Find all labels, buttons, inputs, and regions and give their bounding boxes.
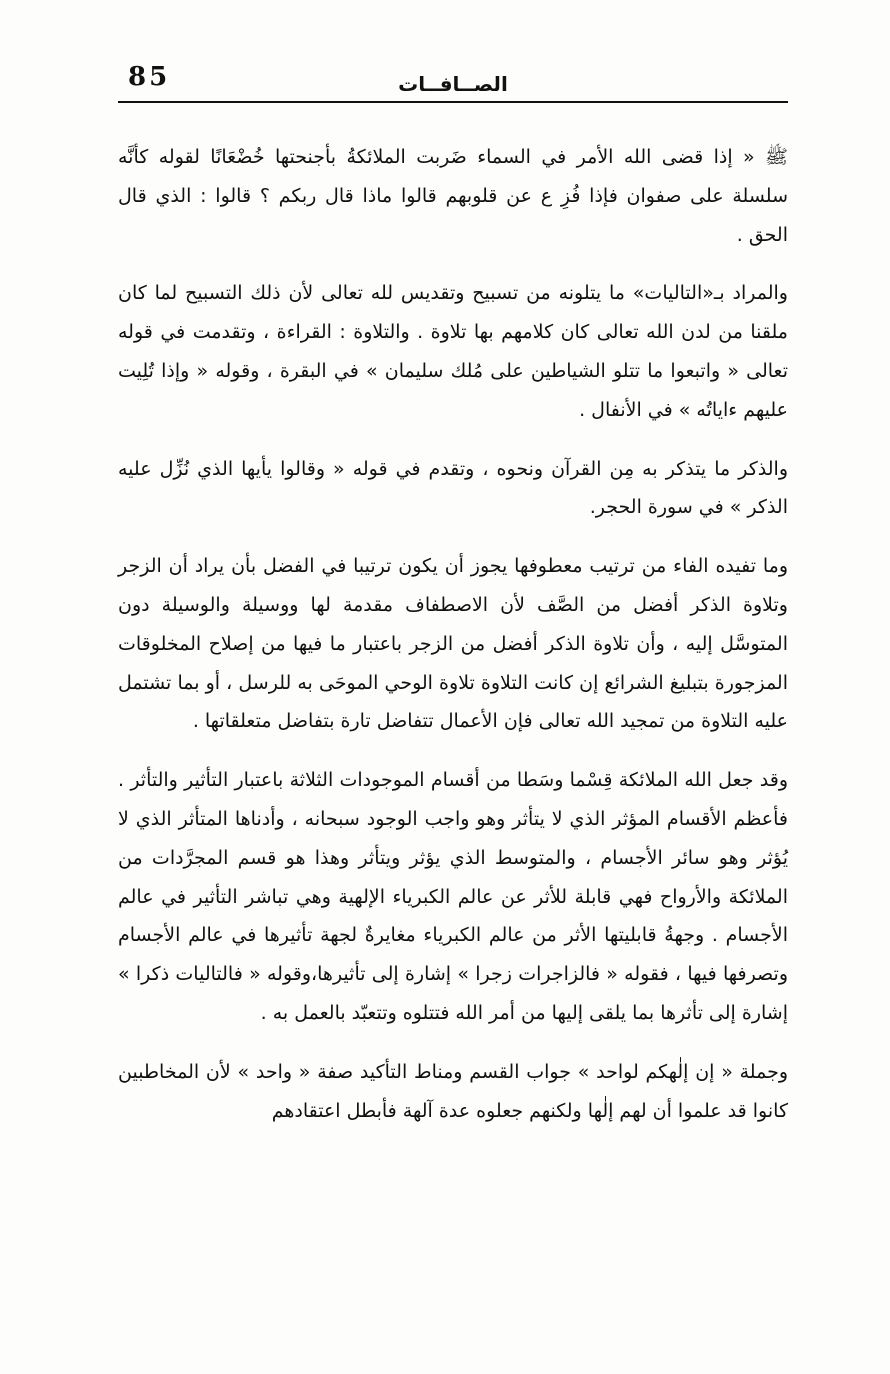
paragraph-fa-ordering: وما تفيده الفاء من ترتيب معطوفها يجوز أن يكون ترتيبا في الفضل بأن يراد أن الزجر وتلاوة الذكر أفضل من الصَّف لأن الاصطفاف مقدمة لها ووسيلة والوسيلة دون المتوسَّل إليه ، وأن تلاوة الذكر أفضل من الزجر باعتبار ما فيها من إصلاح المخلوقات المزجورة بتبليغ الشرائع إن كانت التلاوة تلاوة الوحي الموحَى به للرسل ، أو بما تشتمل عليه التلاوة من تمجيد الله تعالى فإن الأعمال تتفاضل تارة بتفاضل متعلقاتها .: [118, 555, 788, 733]
body-text: [118, 138, 788, 1150]
paragraph-dhikr: والذكر ما يتذكر به مِن القرآن ونحوه ، وتقدم في قوله « وقالوا يأيها الذي نُزِّل عليه الذكر » في سورة الحجر.: [118, 457, 788, 519]
page-number: 85: [128, 62, 171, 92]
running-head: [118, 60, 788, 100]
paragraph-tāliyāt: والمراد بـ«التاليات» ما يتلونه من تسبيح وتقديس لله تعالى لأن ذلك التسبيح لما كان ملقنا من لدن الله تعالى كان كلامهم بها تلاوة . والتلاوة : القراءة ، وتقدمت في قوله تعالى « واتبعوا ما تتلو الشياطين على مُلك سليمان » في البقرة ، وقوله « وإذا تُلِيت عليهم ءاياتُه » في الأنفال .: [118, 282, 788, 421]
paragraph-oath-answer: وجملة « إن إلٰهكم لواحد » جواب القسم ومناط التأكيد صفة « واحد » لأن المخاطبين كانوا قد علموا أن لهم إلٰها ولكنهم جعلوه عدة آلهة فأبطل اعتقادهم: [118, 1060, 788, 1122]
paragraph-hadith-continuation: ﷺ « إذا قضى الله الأمر في السماء ضَربت الملائكةُ بأجنحتها خُضْعَانًا لقوله كأنَّه سلسلة على صفوان فإذا فُزِ ع عن قلوبهم قالوا ماذا قال ربكم ؟ قالوا : الذي قال الحق .: [118, 146, 788, 246]
header-rule: [118, 101, 788, 103]
paragraph-angels-middle-rank: وقد جعل الله الملائكة قِسْما وسَطا من أقسام الموجودات الثلاثة باعتبار التأثير والتأثر . فأعظم الأقسام المؤثر الذي لا يتأثر وهو واجب الوجود سبحانه ، وأدناها المتأثر الذي لا يُؤثر وهو سائر الأجسام ، والمتوسط الذي يؤثر ويتأثر وهذا هو قسم المجرَّدات من الملائكة والأرواح فهي قابلة للأثر عن عالم الكبرياء الإلهية وهي تباشر التأثير في عالم الأجسام . وجهةُ قابليتها الأثر من عالم الكبرياء مغايرةٌ لجهة تأثيرها في عالم الأجسام وتصرفها فيها ، فقوله « فالزاجرات زجرا » إشارة إلى تأثيرها،وقوله « فالتاليات ذكرا » إشارة إلى تأثرها بما يلقى إليها من أمر الله فتتلوه وتتعبّد بالعمل به .: [118, 769, 788, 1024]
chapter-title: الصــافــات: [398, 72, 508, 96]
